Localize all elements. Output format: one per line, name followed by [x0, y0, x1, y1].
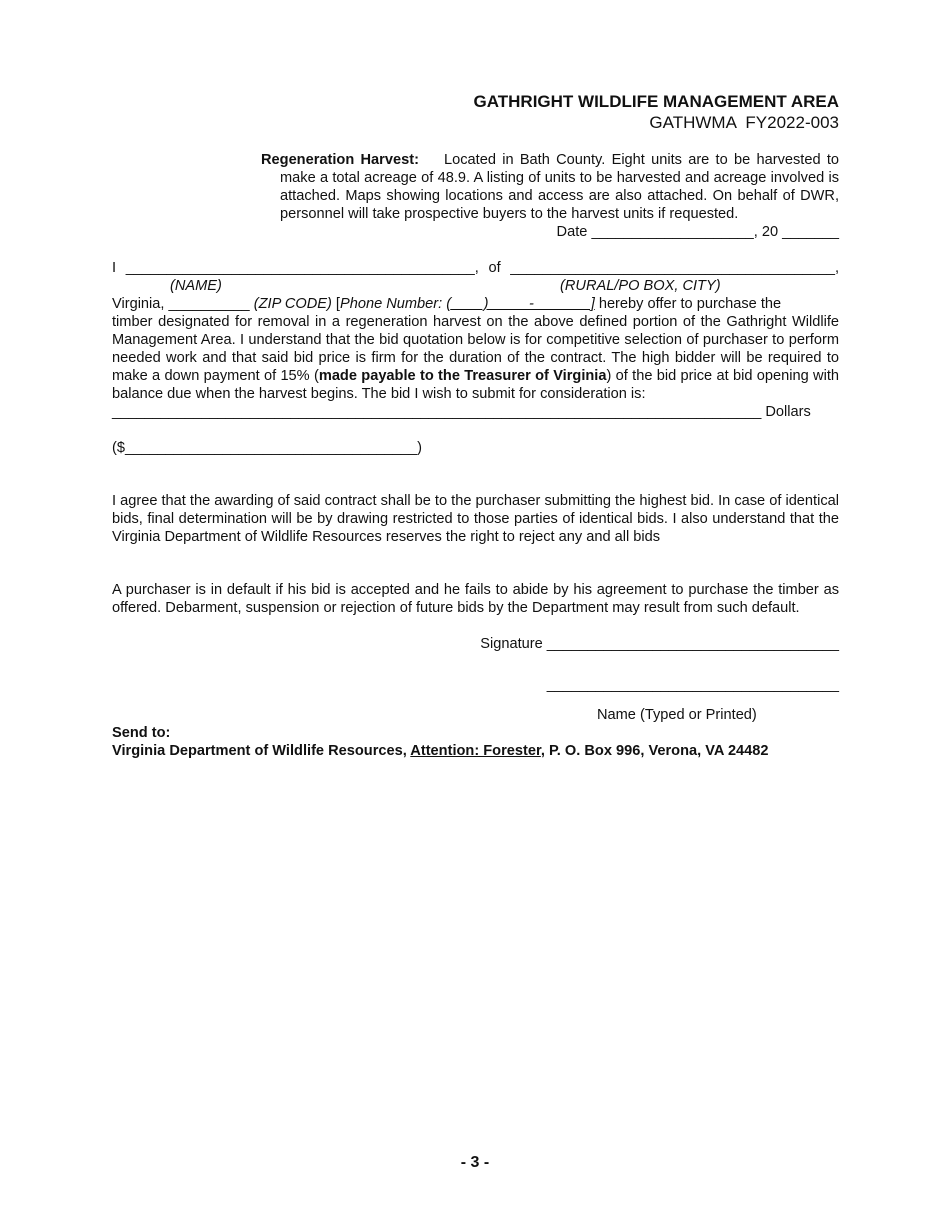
zip-phone-line	[112, 295, 781, 313]
phone-blank[interactable]: (____)_____-_______]	[446, 296, 595, 312]
date-line	[557, 223, 839, 241]
signature-label: Signature	[480, 636, 543, 652]
regeneration-harvest-label: Regeneration Harvest:	[261, 152, 419, 168]
bid-amount-line[interactable]: ($____________________________________)	[112, 440, 423, 456]
payable-to-text: made payable to the Treasurer of Virginia	[318, 368, 607, 384]
virginia-zip-blank[interactable]: Virginia, __________	[112, 296, 250, 312]
city-caption: (RURAL/PO BOX, CITY)	[560, 278, 721, 294]
date-blank[interactable]: ____________________	[591, 224, 754, 240]
phone-bracket: [	[335, 296, 340, 312]
signature-blank[interactable]: ____________________________________	[546, 636, 839, 652]
bid-terms-text: timber designated for removal in a regeneration harvest on the above defined portion of the Gathright Wildlife Management Area. I understand that the bid quotation below is for competitive selection of purchaser to perform needed work and that said bid price is firm for the duration of the contract. The high bidder will be required to make a down payment of 15% (	[112, 314, 839, 384]
zip-code-caption: (ZIP CODE)	[253, 296, 332, 312]
default-text: A purchaser is in default if his bid is accepted and he fails to abide by his agreement to purchase the timber as offered. Debarment, suspension or rejection of future bids by the Department may result from such default.	[112, 582, 839, 616]
default-paragraph	[112, 581, 839, 617]
offer-text: hereby offer to purchase the	[598, 296, 782, 312]
printed-name-caption: Name (Typed or Printed)	[597, 707, 757, 723]
date-label: Date	[556, 224, 588, 240]
po-box-address: , P. O. Box 996, Verona, VA 24482	[540, 743, 769, 759]
bid-terms-text-end: ) of the bid price at bid opening with balance due when the harvest begins. The bid I wish to submit for consideration is:	[112, 368, 840, 402]
mailing-address	[112, 742, 769, 760]
bid-terms-paragraph	[112, 313, 839, 403]
phone-caption: Phone Number:	[339, 296, 443, 312]
bid-dollars-line[interactable]: ________________________________________________________________________________ Dollars	[112, 404, 811, 420]
printed-name-blank[interactable]: ____________________________________	[546, 677, 839, 693]
bidder-name-line[interactable]: I ___________________________________________, of ________________________________________,	[112, 260, 839, 276]
date-year-blank[interactable]: _______	[782, 224, 839, 240]
date-year-prefix: , 20	[753, 224, 779, 240]
sale-code: GATHWMA FY2022-003	[649, 113, 839, 132]
regeneration-harvest-text: Located in Bath County. Eight units are to be harvested to make a total acreage of 48.9. A listing of units to be harvested and acreage involved is attached. Maps showing locations and access are also attached. On behalf of DWR, personnel will take prospective buyers to the harvest units if requested.	[280, 152, 840, 222]
award-paragraph	[112, 492, 839, 546]
page-number: - 3 -	[460, 1154, 490, 1171]
agency-name: Virginia Department of Wildlife Resources,	[112, 743, 411, 759]
page-title: GATHRIGHT WILDLIFE MANAGEMENT AREA	[473, 92, 839, 111]
attention-line: Attention: Forester	[410, 743, 541, 759]
award-text: I agree that the awarding of said contract shall be to the purchaser submitting the highest bid. In case of identical bids, final determination will be by drawing restricted to those parties of identical bids. I also understand that the Virginia Department of Wildlife Resources reserves the right to reject any and all bids	[112, 493, 839, 545]
signature-line	[480, 635, 839, 653]
regeneration-harvest-block	[261, 151, 839, 223]
send-to-label: Send to:	[112, 725, 171, 741]
name-caption: (NAME)	[170, 278, 222, 294]
